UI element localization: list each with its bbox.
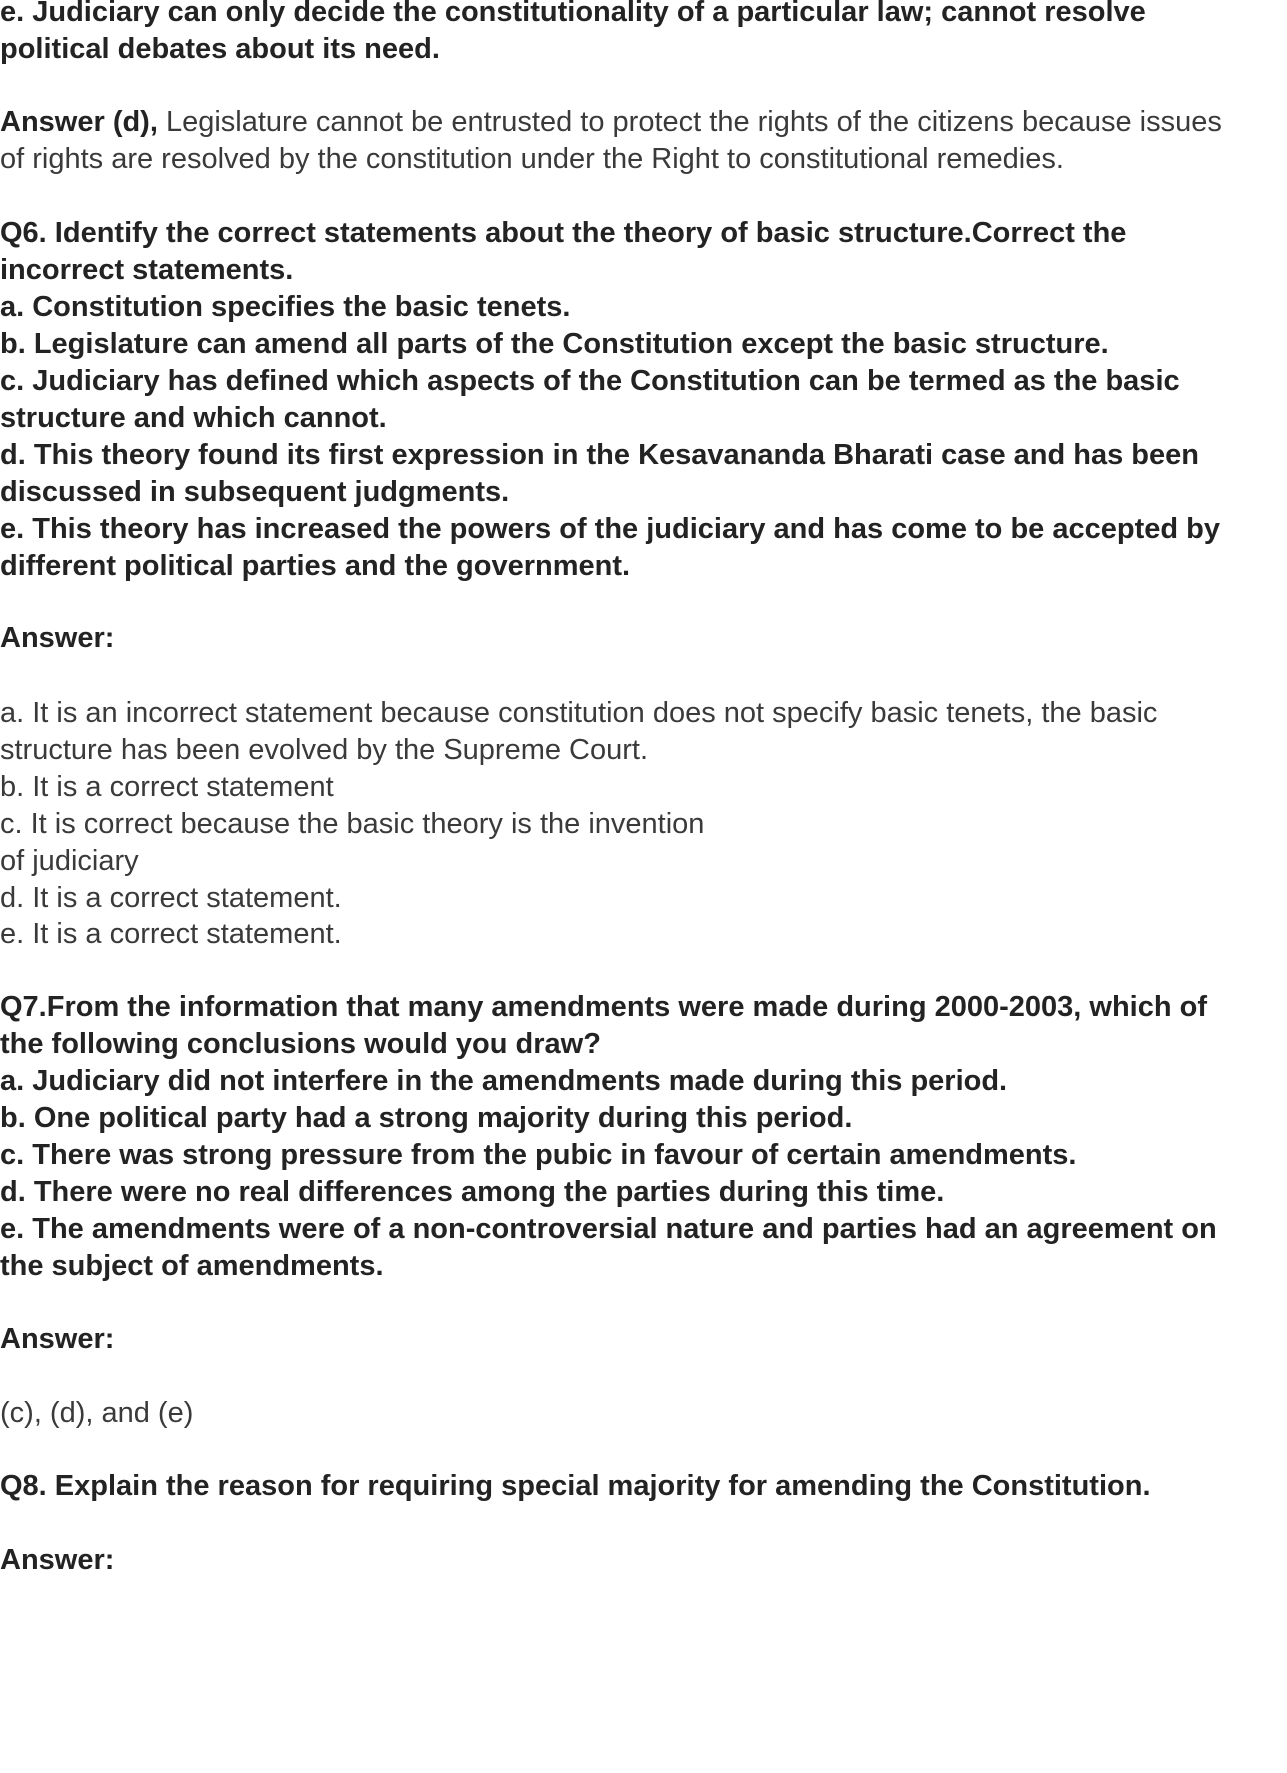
q6-answer-line-3: b. It is a correct statement [0, 771, 334, 803]
prev-option-e-line-2: political debates about its need. [0, 33, 440, 65]
q6-answer-line-4: c. It is correct because the basic theory is the invention [0, 808, 705, 840]
q7-option-e-line-2: the subject of amendments. [0, 1250, 384, 1282]
q6-option-e-line-1: e. This theory has increased the powers of the judiciary and has come to be accepted by [0, 513, 1220, 545]
q6-answer-line-7: e. It is a correct statement. [0, 918, 342, 950]
q6-answer-line-1: a. It is an incorrect statement because constitution does not specify basic tenets, the basic [0, 697, 1158, 729]
q5-answer-text-1: Legislature cannot be entrusted to protect the rights of the citizens because issues [157, 106, 1222, 138]
q7-option-a: a. Judiciary did not interfere in the amendments made during this period. [0, 1065, 1008, 1097]
q7-answer-label: Answer: [0, 1323, 115, 1355]
q6-option-a: a. Constitution specifies the basic tenets. [0, 291, 571, 323]
q7-option-c: c. There was strong pressure from the pubic in favour of certain amendments. [0, 1139, 1077, 1171]
q7-option-b: b. One political party had a strong majority during this period. [0, 1102, 853, 1134]
q5-answer-line-1 [0, 104, 1222, 140]
q6-option-d-line-1: d. This theory found its first expression in the Kesavananda Bharati case and has been [0, 439, 1199, 471]
q6-option-c-line-1: c. Judiciary has defined which aspects of the Constitution can be termed as the basic [0, 365, 1180, 397]
q7-question-line-2: the following conclusions would you draw? [0, 1028, 601, 1060]
prev-option-e-line-1: e. Judiciary can only decide the constitutionality of a particular law; cannot resolve [0, 0, 1146, 28]
q6-option-b: b. Legislature can amend all parts of the Constitution except the basic structure. [0, 328, 1109, 360]
q5-answer-line-2: of rights are resolved by the constitution under the Right to constitutional remedies. [0, 143, 1064, 175]
q6-answer-label: Answer: [0, 622, 115, 654]
q6-question-line-1: Q6. Identify the correct statements about the theory of basic structure.Correct the [0, 217, 1127, 249]
q6-question-line-2: incorrect statements. [0, 254, 294, 286]
q6-answer-line-6: d. It is a correct statement. [0, 882, 342, 914]
q6-answer-line-5: of judiciary [0, 845, 139, 877]
q6-option-d-line-2: discussed in subsequent judgments. [0, 476, 510, 508]
q7-question-line-1: Q7.From the information that many amendments were made during 2000-2003, which of [0, 991, 1207, 1023]
q5-answer-label: Answer (d), [0, 106, 158, 138]
q7-option-d: d. There were no real differences among the parties during this time. [0, 1176, 945, 1208]
q7-answer-text: (c), (d), and (e) [0, 1397, 194, 1429]
q8-answer-label: Answer: [0, 1544, 115, 1576]
q6-option-c-line-2: structure and which cannot. [0, 402, 387, 434]
q6-option-e-line-2: different political parties and the government. [0, 550, 631, 582]
q6-answer-line-2: structure has been evolved by the Supreme Court. [0, 734, 649, 766]
q7-option-e-line-1: e. The amendments were of a non-controversial nature and parties had an agreement on [0, 1213, 1217, 1245]
q8-question: Q8. Explain the reason for requiring special majority for amending the Constitution. [0, 1470, 1151, 1502]
